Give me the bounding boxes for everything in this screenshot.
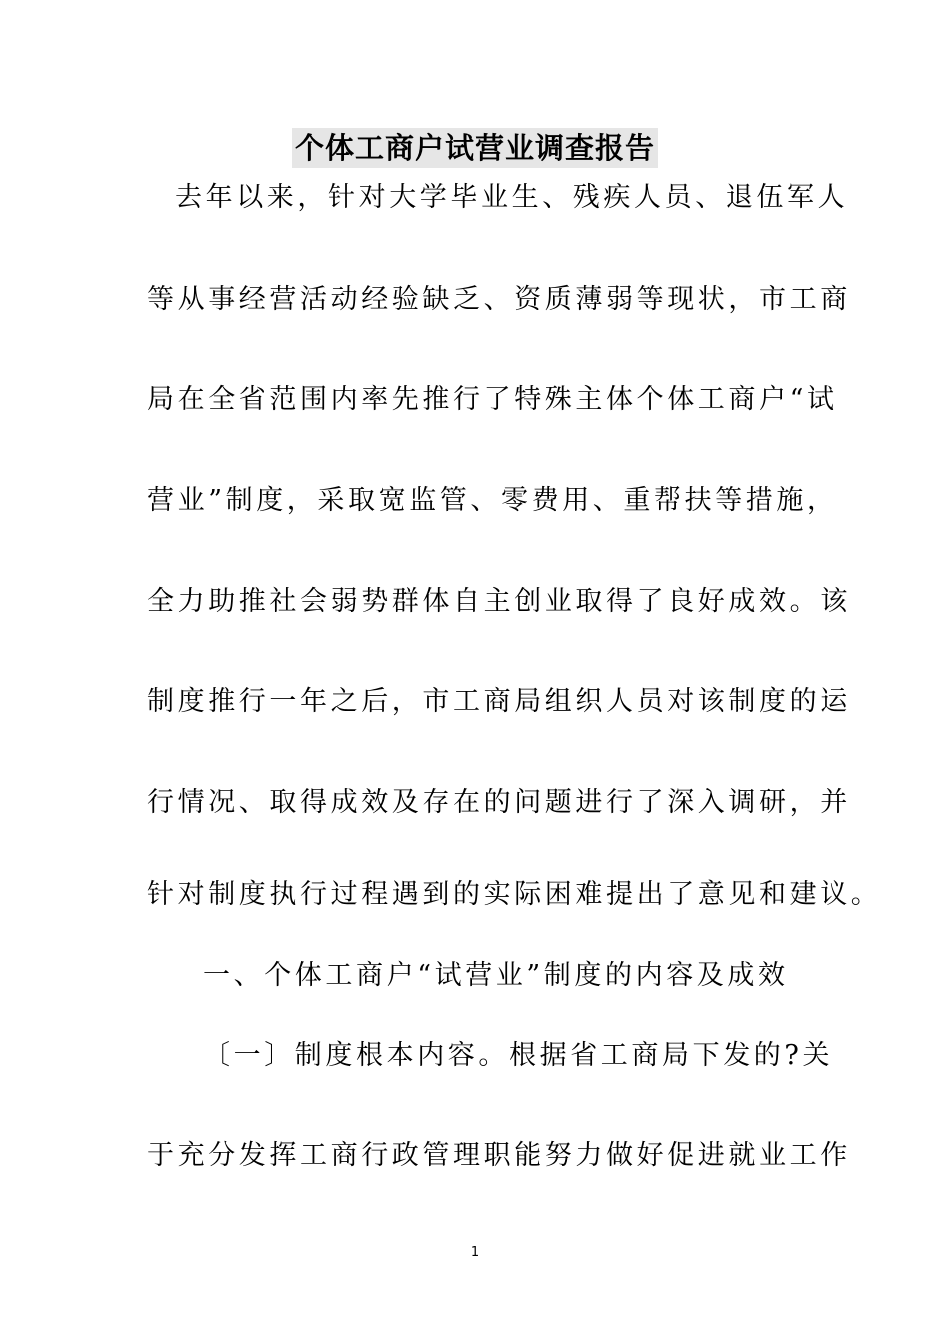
paragraph-line-8: 针对制度执行过程遇到的实际困难提出了意见和建议。 <box>147 879 882 910</box>
paragraph-line-5: 全力助推社会弱势群体自主创业取得了良好成效。该 <box>147 586 851 617</box>
paragraph-line-1: 去年以来，针对大学毕业生、残疾人员、退伍军人 <box>175 182 849 213</box>
paragraph-line-7: 行情况、取得成效及存在的问题进行了深入调研，并 <box>147 787 851 818</box>
paragraph-line-2: 等从事经营活动经验缺乏、资质薄弱等现状，市工商 <box>147 284 851 315</box>
section-heading: 一、个体工商户“试营业”制度的内容及成效 <box>203 960 789 991</box>
paragraph-line-6: 制度推行一年之后，市工商局组织人员对该制度的运 <box>147 686 851 717</box>
document-title-text: 个体工商户试营业调查报告 <box>292 128 658 168</box>
document-title <box>0 128 950 168</box>
page-number: 1 <box>470 1245 480 1260</box>
paragraph-line-3: 局在全省范围内率先推行了特殊主体个体工商户“试 <box>147 384 838 415</box>
paragraph-line-11: 于充分发挥工商行政管理职能努力做好促进就业工作 <box>147 1140 851 1171</box>
paragraph-line-4: 营业”制度，采取宽监管、零费用、重帮扶等措施， <box>147 485 838 516</box>
paragraph-line-10: 〔一〕制度根本内容。根据省工商局下发的?关 <box>203 1040 834 1071</box>
